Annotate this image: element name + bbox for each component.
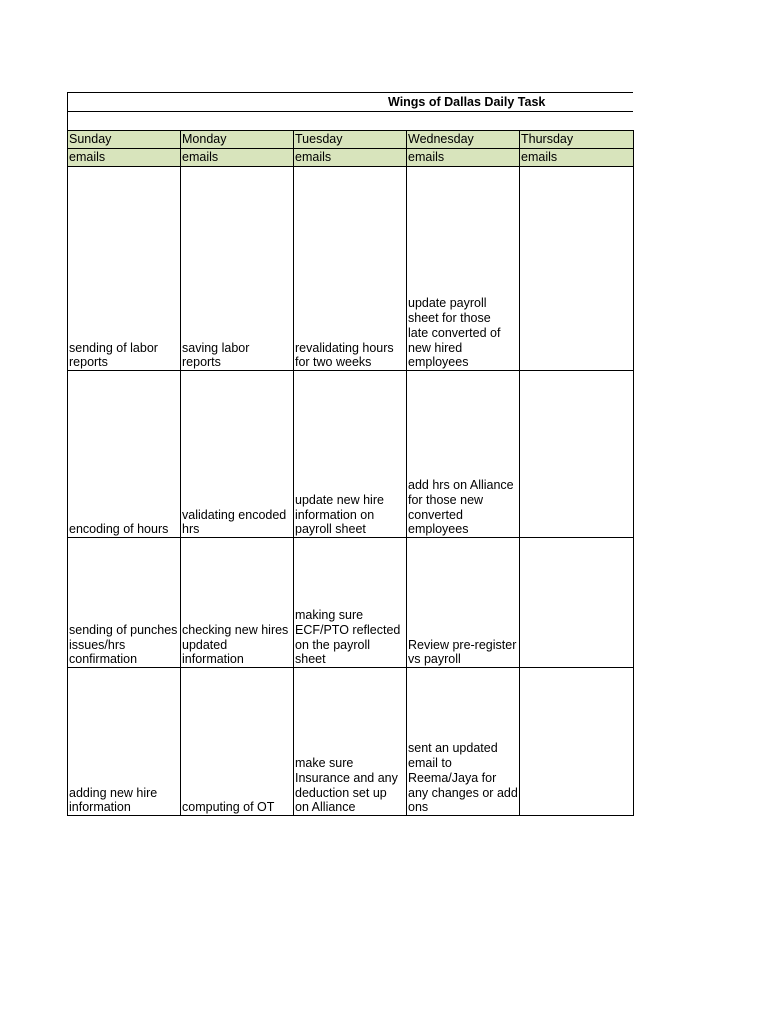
day-header-sunday: Sunday: [68, 131, 181, 149]
task-cell: [520, 668, 634, 816]
task-cell: making sure ECF/PTO reflected on the payroll sheet: [294, 538, 407, 668]
task-cell: [520, 371, 634, 538]
task-row: [68, 371, 634, 538]
task-cell: saving labor reports: [181, 167, 294, 371]
task-row: [68, 668, 634, 816]
day-header-monday: Monday: [181, 131, 294, 149]
blank-row: [67, 111, 633, 130]
task-cell: sending of labor reports: [68, 167, 181, 371]
task-cell: adding new hire information: [68, 668, 181, 816]
task-cell: update payroll sheet for those late converted of new hired employees: [407, 167, 520, 371]
task-row: [68, 167, 634, 371]
task-cell: emails: [407, 149, 520, 167]
emails-row: [68, 149, 634, 167]
task-cell: make sure Insurance and any deduction set up on Alliance: [294, 668, 407, 816]
day-header-thursday: Thursday: [520, 131, 634, 149]
task-cell: emails: [181, 149, 294, 167]
task-cell: computing of OT: [181, 668, 294, 816]
task-cell: revalidating hours for two weeks: [294, 167, 407, 371]
task-cell: Review pre-register vs payroll: [407, 538, 520, 668]
task-cell: sent an updated email to Reema/Jaya for any changes or add ons: [407, 668, 520, 816]
task-cell: update new hire information on payroll sheet: [294, 371, 407, 538]
task-cell: emails: [68, 149, 181, 167]
task-cell: validating encoded hrs: [181, 371, 294, 538]
title-row: [67, 92, 633, 111]
task-cell: [520, 167, 634, 371]
task-cell: sending of punches issues/hrs confirmation: [68, 538, 181, 668]
day-header-row: [68, 131, 634, 149]
task-cell: [520, 538, 634, 668]
day-header-wednesday: Wednesday: [407, 131, 520, 149]
sheet-title: Wings of Dallas Daily Task: [388, 95, 546, 109]
day-header-tuesday: Tuesday: [294, 131, 407, 149]
task-cell: emails: [520, 149, 634, 167]
task-cell: add hrs on Alliance for those new converted employees: [407, 371, 520, 538]
task-cell: checking new hires updated information: [181, 538, 294, 668]
task-cell: encoding of hours: [68, 371, 181, 538]
task-cell: emails: [294, 149, 407, 167]
spreadsheet: [67, 92, 633, 816]
task-row: [68, 538, 634, 668]
task-table: [67, 130, 634, 816]
